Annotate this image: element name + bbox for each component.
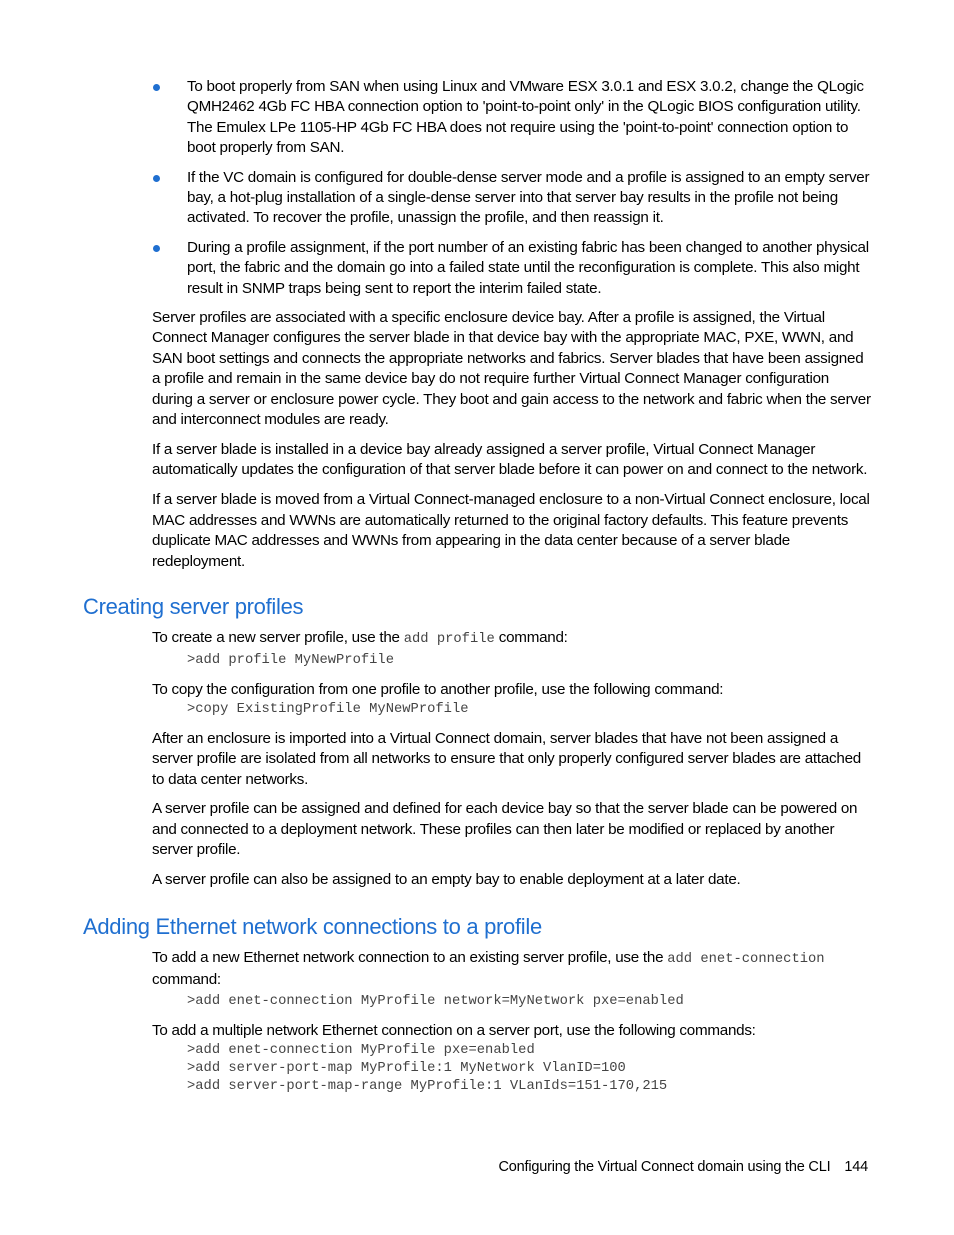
bullet-dot-icon: [153, 245, 160, 252]
bullet-dot-icon: [153, 175, 160, 182]
footer-title: Configuring the Virtual Connect domain using the CLI: [498, 1159, 831, 1175]
page-number: 144: [844, 1159, 868, 1175]
bullet-text: To boot properly from SAN when using Linux and VMware ESX 3.0.1 and ESX 3.0.2, change the QLogic QMH2462 4Gb FC HBA connection option to 'point-to-point only' in the QLogic BIOS configuration utility. The Emulex LPe 1105-HP 4Gb FC HBA does not require using the 'point-to-point' connection option to boot properly from SAN.: [187, 78, 864, 157]
text-fragment: command:: [494, 628, 568, 646]
bullet-text: During a profile assignment, if the port number of an existing fabric has been changed to another physical port, the fabric and the domain go into a failed state until the reconfiguration is complete. This also might result in SNMP traps being sent to report the interim failed state.: [187, 238, 869, 297]
command-line: >add server-port-map MyProfile:1 MyNetwork VlanID=100: [187, 1060, 626, 1076]
bullet-text: If the VC domain is configured for double-dense server mode and a profile is assigned to an empty server bay, a hot-plug installation of a single-dense server into that server bay results in the profile not being activated. To recover the profile, unassign the profile, and then reassign it.: [187, 168, 870, 227]
body-paragraph: Server profiles are associated with a specific enclosure device bay. After a profile is assigned, the Virtual Connect Manager configures the server blade in that device bay with the appropriate MAC, PXE, WWN, and SAN boot settings and connects the appropriate networks and fabrics. Server blades that have been assigned a profile and remain in the same device bay do not require further Virtual Connect Manager configuration during a server or enclosure power cycle. They boot and gain access to the network and fabric when the server and interconnect modules are ready.: [152, 309, 871, 429]
bullet-dot-icon: [153, 84, 160, 91]
body-paragraph: A server profile can be assigned and defined for each device bay so that the server blade can be powered on and connected to a deployment network. These profiles can then later be modified or replaced by another server profile.: [152, 800, 858, 859]
bullet-item: [152, 168, 872, 229]
command-line: >add enet-connection MyProfile network=MyNetwork pxe=enabled: [187, 994, 684, 1010]
body-paragraph: If a server blade is moved from a Virtual Connect-managed enclosure to a non-Virtual Connect enclosure, local MAC addresses and WWNs are automatically returned to the original factory defaults. This feature prevents duplicate MAC addresses and WWNs from appearing in the data center because of a server blade redeployment.: [152, 491, 870, 570]
text-fragment: command:: [152, 971, 221, 988]
inline-command: add profile: [403, 631, 495, 647]
body-paragraph: If a server blade is installed in a device bay already assigned a server profile, Virtual Connect Manager automatically updates the configuration of that server blade before it can power on and connect to the network.: [152, 441, 868, 479]
page-footer: [499, 1157, 869, 1177]
command-line: >copy ExistingProfile MyNewProfile: [187, 701, 469, 717]
section-heading-adding-ethernet-connections: Adding Ethernet network connections to a profile: [83, 913, 542, 939]
note-bullet-list: [152, 77, 872, 299]
command-line: >add enet-connection MyProfile pxe=enabled: [187, 1042, 535, 1058]
section-heading-creating-server-profiles: Creating server profiles: [83, 593, 304, 619]
body-paragraph: To copy the configuration from one profile to another profile, use the following command:: [152, 681, 724, 699]
body-paragraph: [152, 948, 872, 991]
command-block: [152, 701, 872, 719]
body-paragraph: After an enclosure is imported into a Virtual Connect domain, server blades that have not been assigned a server profile are isolated from all networks to ensure that only properly configured server blades are attached to data center networks.: [152, 729, 861, 788]
command-block: [152, 652, 872, 670]
body-paragraph: A server profile can also be assigned to an empty bay to enable deployment at a later date.: [152, 871, 741, 889]
command-block: [152, 993, 872, 1011]
text-fragment: To add a new Ethernet network connection to an existing server profile, use the: [152, 948, 668, 966]
command-line: >add profile MyNewProfile: [187, 653, 394, 669]
inline-command: add enet-connection: [667, 951, 825, 967]
command-line: >add server-port-map-range MyProfile:1 VLanIds=151-170,215: [187, 1078, 668, 1094]
bullet-item: [152, 77, 872, 159]
command-block: [152, 1042, 872, 1096]
body-paragraph: [152, 628, 872, 650]
text-fragment: To create a new server profile, use the: [152, 628, 404, 646]
page-content: [83, 77, 872, 1106]
bullet-item: [152, 238, 872, 299]
body-paragraph: To add a multiple network Ethernet connection on a server port, use the following commands:: [152, 1022, 756, 1040]
